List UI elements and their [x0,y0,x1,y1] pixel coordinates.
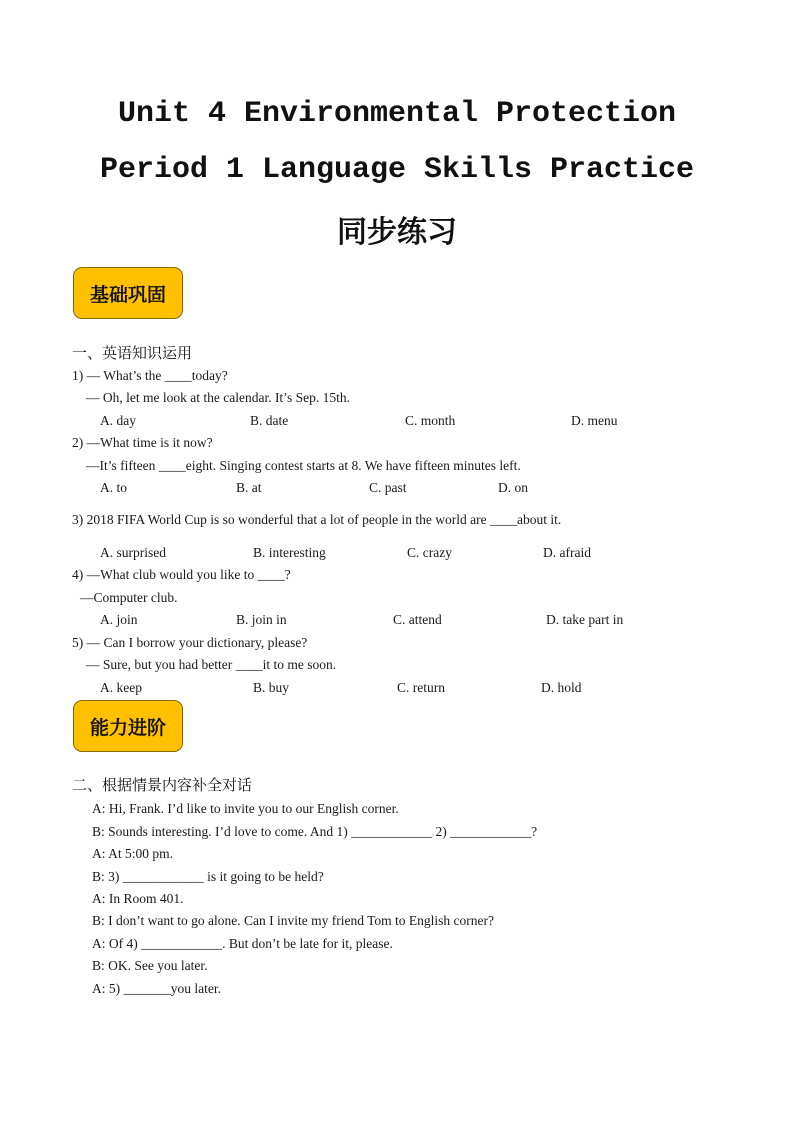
dialogue-line: B: Sounds interesting. I’d love to come. And 1) ____________ 2) ____________? [92,824,538,839]
dialogue-line: B: OK. See you later. [92,958,208,973]
dialogue-line: A: In Room 401. [92,891,184,906]
q2-option-d: D. on [498,480,528,495]
q2-option-a: A. to [100,480,127,495]
q1-stem: 1) — What’s the ____today? [72,368,228,383]
section2-heading: 二、根据情景内容补全对话 [72,776,253,794]
dialogue-line: A: Hi, Frank. I’d like to invite you to our English corner. [92,801,399,816]
q5-option-d: D. hold [541,680,582,695]
q5-answer-line: — Sure, but you had better ____it to me soon. [86,657,337,672]
q5-option-c: C. return [397,680,445,695]
q4-option-d: D. take part in [546,612,624,627]
q2-option-b: B. at [236,480,262,495]
q5-option-b: B. buy [253,680,290,695]
page-title-cn: 同步练习 [337,215,457,250]
q3-option-d: D. afraid [543,545,591,560]
page-title-line2: Period 1 Language Skills Practice [99,153,695,187]
q2-option-c: C. past [369,480,407,495]
q3-stem: 3) 2018 FIFA World Cup is so wonderful that a lot of people in the world are ____about it. [72,512,562,527]
q1-answer-line: — Oh, let me look at the calendar. It’s Sep. 15th. [86,390,350,405]
q4-option-b: B. join in [236,612,287,627]
q3-option-c: C. crazy [407,545,452,560]
q1-option-c: C. month [405,413,456,428]
page-title-line1: Unit 4 Environmental Protection [117,97,677,131]
q5-option-a: A. keep [100,680,142,695]
q2-stem: 2) —What time is it now? [72,435,213,450]
dialogue-line: B: 3) ____________ is it going to be held? [92,869,324,884]
badge-basic-label: 基础巩固 [89,283,166,306]
q4-option-a: A. join [100,612,138,627]
q1-option-d: D. menu [571,413,618,428]
dialogue-line: A: 5) _______you later. [92,981,221,996]
q4-answer-line: —Computer club. [80,590,178,605]
q2-answer-line: —It’s fifteen ____eight. Singing contest starts at 8. We have fifteen minutes left. [86,458,521,473]
q1-option-a: A. day [100,413,136,428]
badge-advanced [73,700,183,752]
q4-option-c: C. attend [393,612,442,627]
badge-basic [73,267,183,319]
q4-stem: 4) —What club would you like to ____? [72,567,291,582]
section1-heading: 一、英语知识运用 [72,344,193,362]
q3-option-b: B. interesting [253,545,326,560]
badge-advanced-label: 能力进阶 [89,716,166,739]
dialogue-line: A: At 5:00 pm. [92,846,174,861]
dialogue-line: A: Of 4) ____________. But don’t be late for it, please. [92,936,393,951]
dialogue-line: B: I don’t want to go alone. Can I invite my friend Tom to English corner? [92,913,494,928]
q5-stem: 5) — Can I borrow your dictionary, please? [72,635,308,650]
q1-option-b: B. date [250,413,289,428]
q3-option-a: A. surprised [100,545,166,560]
